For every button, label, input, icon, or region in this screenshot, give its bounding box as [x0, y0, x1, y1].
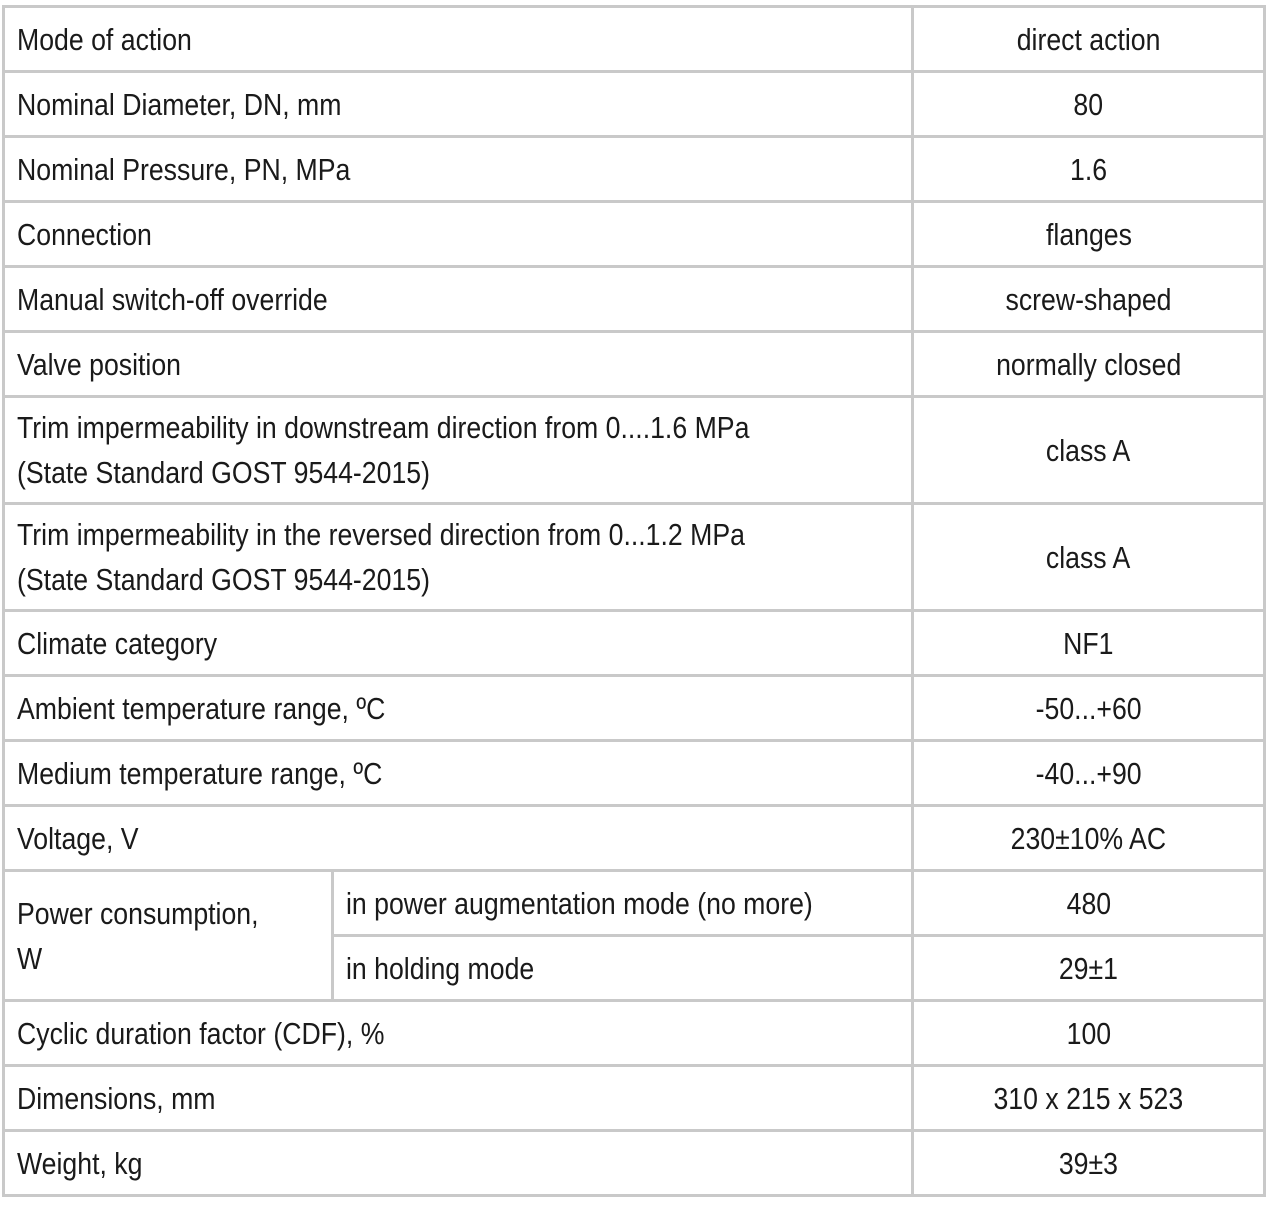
row-label: Ambient temperature range, ºC — [4, 676, 913, 741]
row-value: 310 x 215 x 523 — [913, 1066, 1265, 1131]
row-label: Trim impermeability in the reversed direction from 0...1.2 MPa (State Standard GOST 9544-2015) — [4, 504, 913, 611]
row-label: Medium temperature range, ºC — [4, 741, 913, 806]
row-label: Nominal Diameter, DN, mm — [4, 72, 913, 137]
table-row — [4, 611, 1265, 676]
table-row — [4, 1131, 1265, 1196]
row-label: Cyclic duration factor (CDF), % — [4, 1001, 913, 1066]
table-row — [4, 202, 1265, 267]
row-value: flanges — [913, 202, 1265, 267]
row-label: Valve position — [4, 332, 913, 397]
row-label: Nominal Pressure, PN, MPa — [4, 137, 913, 202]
row-value: 230±10% AC — [913, 806, 1265, 871]
table-row — [4, 1001, 1265, 1066]
power-sub-value: 29±1 — [913, 936, 1265, 1001]
table-row — [4, 137, 1265, 202]
row-label: Manual switch-off override — [4, 267, 913, 332]
row-value: class A — [913, 504, 1265, 611]
row-value: 80 — [913, 72, 1265, 137]
table-row — [4, 397, 1265, 504]
table-row — [4, 504, 1265, 611]
table-row — [4, 1066, 1265, 1131]
row-value: NF1 — [913, 611, 1265, 676]
table-row — [4, 72, 1265, 137]
table-row — [4, 806, 1265, 871]
power-sub-label: in holding mode — [333, 936, 913, 1001]
row-label: Voltage, V — [4, 806, 913, 871]
row-label: Connection — [4, 202, 913, 267]
row-value: screw-shaped — [913, 267, 1265, 332]
power-sub-value: 480 — [913, 871, 1265, 936]
table-row-power — [4, 871, 1265, 936]
row-label: Mode of action — [4, 7, 913, 72]
table-row — [4, 332, 1265, 397]
row-value: -50...+60 — [913, 676, 1265, 741]
row-label: Weight, kg — [4, 1131, 913, 1196]
specification-table — [2, 5, 1266, 1197]
row-value: class A — [913, 397, 1265, 504]
row-label: Trim impermeability in downstream direction from 0....1.6 MPa (State Standard GOST 9544-2015) — [4, 397, 913, 504]
row-value: -40...+90 — [913, 741, 1265, 806]
power-consumption-label: Power consumption, W — [4, 871, 333, 1001]
table-row — [4, 741, 1265, 806]
row-label: Climate category — [4, 611, 913, 676]
row-value: 1.6 — [913, 137, 1265, 202]
table-row — [4, 267, 1265, 332]
row-value: 39±3 — [913, 1131, 1265, 1196]
row-value: 100 — [913, 1001, 1265, 1066]
row-label: Dimensions, mm — [4, 1066, 913, 1131]
row-value: direct action — [913, 7, 1265, 72]
table-row — [4, 7, 1265, 72]
table-row — [4, 676, 1265, 741]
row-value: normally closed — [913, 332, 1265, 397]
power-sub-label: in power augmentation mode (no more) — [333, 871, 913, 936]
